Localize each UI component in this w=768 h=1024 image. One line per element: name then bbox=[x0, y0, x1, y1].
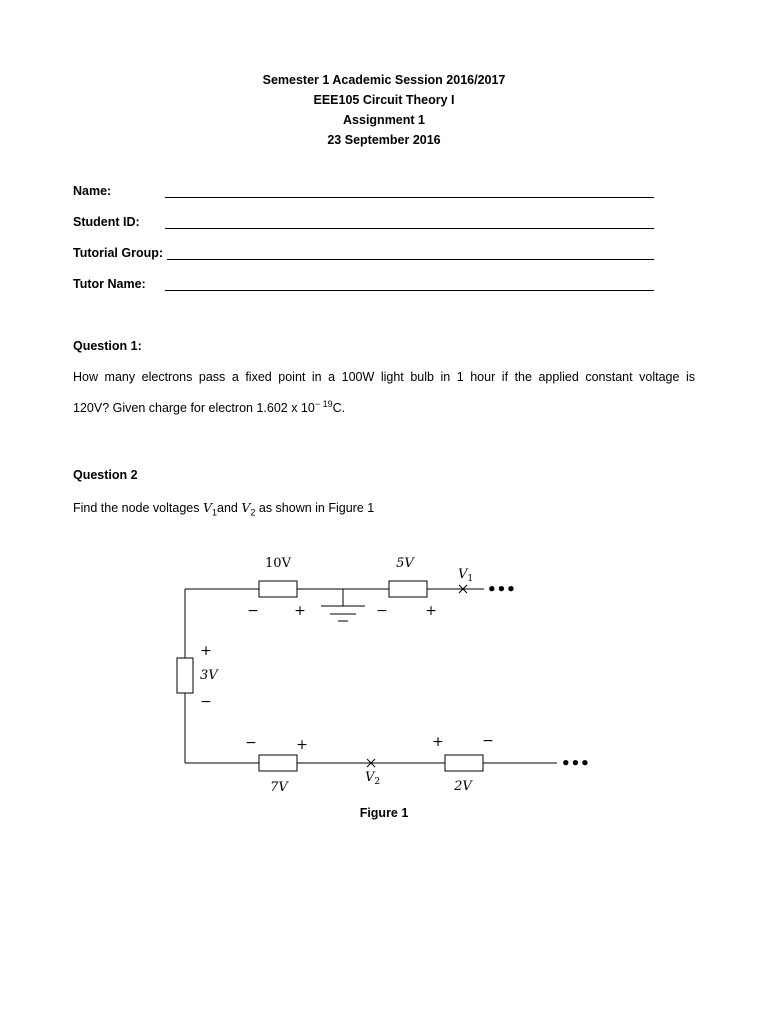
polarity-minus: − bbox=[482, 733, 494, 749]
tutorial-group-label: Tutorial Group: bbox=[73, 246, 164, 260]
assignment-title: Assignment 1 bbox=[343, 113, 425, 127]
name-label: Name: bbox=[73, 184, 112, 198]
label-2v: 2V bbox=[454, 779, 472, 794]
label-10v: 10V bbox=[265, 556, 291, 571]
label-7v: 7V bbox=[270, 780, 288, 795]
continuation-dots: ••• bbox=[561, 754, 590, 772]
node-v2-label: $V_2$ bbox=[365, 770, 381, 787]
polarity-plus: + bbox=[294, 603, 306, 619]
question-2-text: Find the node voltages $V_1and$ $V_2$ as shown in Figure 1 bbox=[73, 500, 375, 518]
voltage-source-10v bbox=[259, 581, 297, 597]
student-id-label: Student ID: bbox=[73, 215, 140, 229]
tutor-name-label: Tutor Name: bbox=[73, 277, 146, 291]
polarity-minus: − bbox=[245, 735, 257, 751]
polarity-plus: + bbox=[425, 603, 437, 619]
label-3v: 3V bbox=[200, 668, 218, 683]
question-2-title: Question 2 bbox=[73, 468, 138, 482]
course-title: EEE105 Circuit Theory I bbox=[313, 93, 455, 107]
header-line-1: Semester 1 Academic Session 2016/2017 bbox=[262, 73, 506, 87]
figure-caption: Figure 1 bbox=[359, 806, 409, 820]
voltage-source-5v bbox=[389, 581, 427, 597]
polarity-minus: − bbox=[376, 603, 388, 619]
node-v1-label: $V_1$ bbox=[458, 567, 474, 584]
voltage-source-7v bbox=[259, 755, 297, 771]
polarity-plus: + bbox=[432, 734, 444, 750]
voltage-source-2v bbox=[445, 755, 483, 771]
polarity-plus: + bbox=[296, 737, 308, 753]
question-1-line-2: 120V? Given charge for electron 1.602 x $10^{- 19}C$. bbox=[73, 399, 346, 416]
assignment-date: 23 September 2016 bbox=[327, 133, 441, 147]
continuation-dots: ••• bbox=[487, 580, 516, 598]
polarity-plus: + bbox=[200, 643, 212, 659]
question-1-title: Question 1: bbox=[73, 339, 142, 353]
polarity-minus: − bbox=[247, 603, 259, 619]
polarity-minus: − bbox=[200, 694, 212, 710]
question-1-line-1: How many electrons pass a fixed point in a 100W light bulb in 1 hour if the applied constant voltage is bbox=[73, 370, 695, 384]
voltage-source-3v bbox=[177, 658, 193, 693]
label-5v: 5V bbox=[396, 556, 414, 571]
